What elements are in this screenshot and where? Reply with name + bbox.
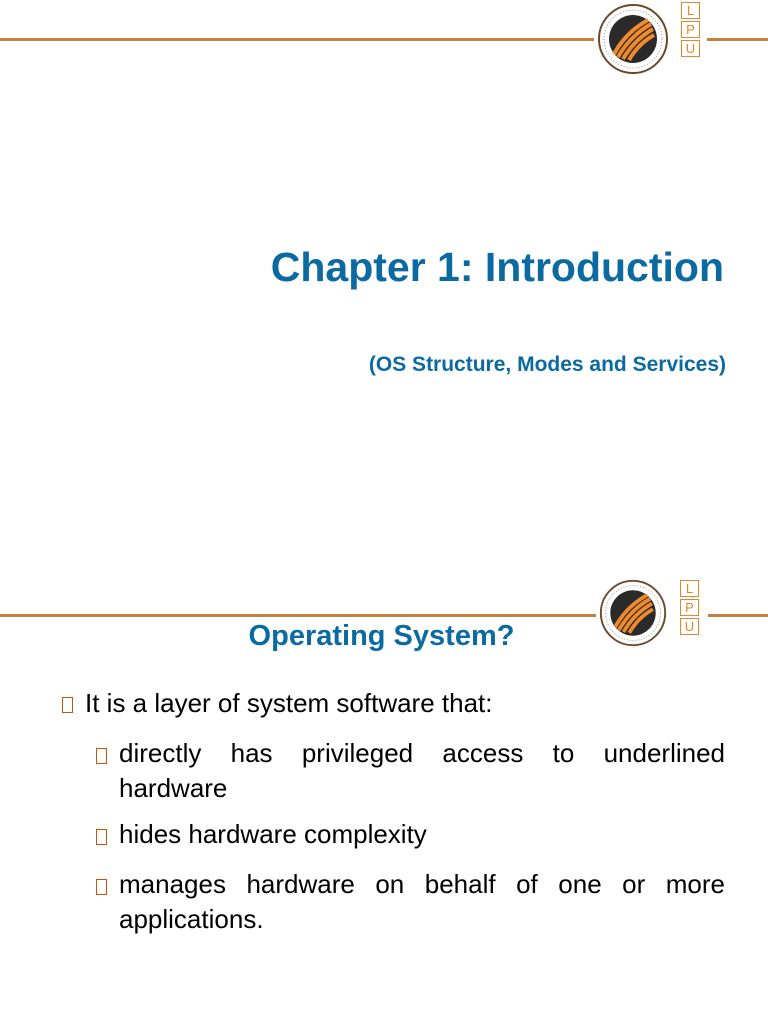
university-seal-icon xyxy=(596,2,670,76)
logo-letter-l: L xyxy=(680,580,699,597)
logo-letter-u: U xyxy=(681,40,700,57)
slide-heading: Operating System? xyxy=(248,620,515,652)
bullet-marker-icon xyxy=(96,748,107,764)
header-rule-right xyxy=(708,614,768,617)
bullet-marker-icon xyxy=(96,829,107,845)
sub-bullet-item: manages hardware on behalf of one or more applications. xyxy=(119,869,725,934)
header-rule-left xyxy=(0,614,596,617)
logo-letter-p: P xyxy=(680,599,699,616)
lpu-logo xyxy=(596,2,706,76)
bullet-item: It is a layer of system software that: xyxy=(85,688,493,718)
header-rule-left xyxy=(0,38,594,41)
sub-bullet-item: directly has privileged access to underlined hardware xyxy=(119,738,725,803)
bullet-marker-icon xyxy=(96,879,107,895)
logo-letter-u: U xyxy=(680,618,699,635)
logo-letter-l: L xyxy=(681,2,700,19)
header-rule-right xyxy=(707,38,768,41)
logo-letter-p: P xyxy=(681,21,700,38)
slide-subtitle: (OS Structure, Modes and Services) xyxy=(368,353,726,376)
bullet-marker-icon xyxy=(62,697,73,713)
slide-operating-system xyxy=(0,512,768,1024)
slide-title-heading: Chapter 1: Introduction xyxy=(270,244,724,290)
sub-bullet-item: hides hardware complexity xyxy=(119,819,427,849)
